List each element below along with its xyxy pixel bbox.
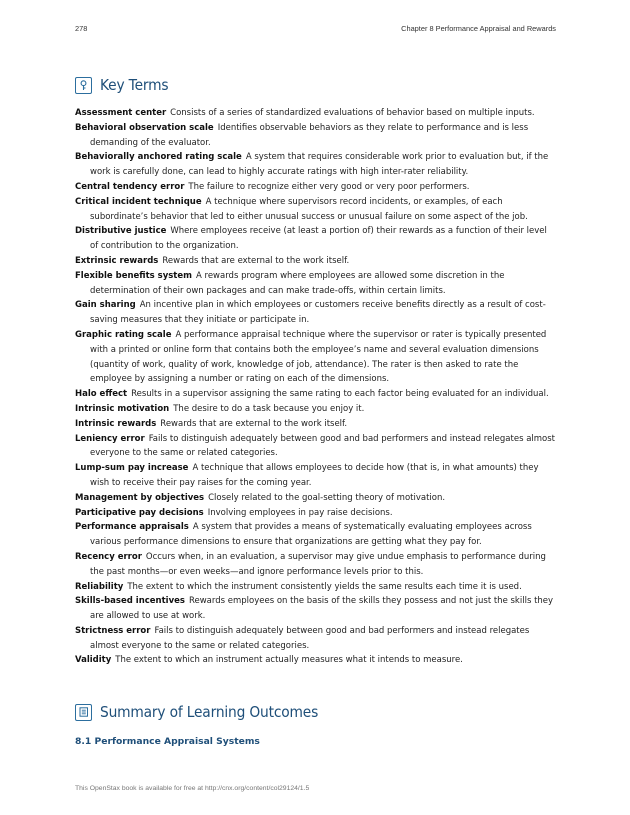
key-term-entry bbox=[75, 624, 557, 654]
key-term-label: Strictness error bbox=[75, 625, 151, 636]
key-term-definition: Rewards that are external to the work itself. bbox=[160, 418, 348, 429]
key-term-label: Halo effect bbox=[75, 389, 128, 400]
summary-heading bbox=[75, 703, 337, 721]
key-term-definition: A system that requires considerable work prior to evaluation but, if the work is carefully done, can lead to highly accurate ratings with high inter-rater reliability. bbox=[90, 152, 549, 178]
key-term-definition: A rewards program where employees are allowed some discretion in the determination of their own packages and can make trade-offs, within certain limits. bbox=[90, 270, 505, 296]
key-term-label: Behavioral observation scale bbox=[75, 122, 214, 133]
key-term-definition: A technique that allows employees to decide how (that is, in what amounts) they wish to receive their pay raises for the coming year. bbox=[90, 463, 539, 488]
key-term-entry bbox=[75, 491, 557, 506]
key-term-definition: A system that provides a means of systematically evaluating employees across various performance dimensions to ensure that organizations are getting what they pay for. bbox=[90, 522, 532, 548]
section-subheading: 8.1 Performance Appraisal Systems bbox=[75, 736, 260, 747]
key-term-label: Management by objectives bbox=[75, 492, 205, 503]
key-term-label: Graphic rating scale bbox=[75, 329, 172, 340]
key-term-entry bbox=[75, 594, 557, 624]
key-term-label: Intrinsic motivation bbox=[75, 403, 170, 414]
key-term-label: Performance appraisals bbox=[75, 522, 189, 533]
key-term-label: Central tendency error bbox=[75, 181, 185, 192]
key-term-entry bbox=[75, 150, 557, 180]
key-term-entry bbox=[75, 461, 557, 491]
chapter-running-head: Chapter 8 Performance Appraisal and Rewards bbox=[401, 24, 556, 33]
key-term-label: Leniency error bbox=[75, 433, 145, 444]
key-term-label: Distributive justice bbox=[75, 226, 167, 237]
key-term-entry bbox=[75, 580, 557, 595]
key-term-definition: A performance appraisal technique where the supervisor or rater is typically presented with a printed or online form that contains both the employee’s name and several evaluation dimensions (quantity of work, quality of work, knowledge of job, attendance). The rater is then asked to rate the employee by assigning a number or rating on each of the dimensions. bbox=[90, 329, 547, 385]
key-term-label: Validity bbox=[75, 655, 112, 666]
key-term-entry bbox=[75, 298, 557, 328]
key-term-label: Assessment center bbox=[75, 108, 167, 118]
key-term-label: Lump-sum pay increase bbox=[75, 463, 189, 474]
key-term-entry bbox=[75, 653, 557, 668]
key-term-entry bbox=[75, 195, 557, 225]
key-term-definition: Involving employees in pay raise decisions. bbox=[207, 507, 393, 518]
key-term-definition: Rewards employees on the basis of the skills they possess and not just the skills they are allowed to use at work. bbox=[90, 596, 554, 622]
key-term-definition: Closely related to the goal-setting theory of motivation. bbox=[208, 492, 446, 503]
key-term-label: Reliability bbox=[75, 581, 124, 592]
key-term-label: Extrinsic rewards bbox=[75, 255, 159, 266]
key-term-definition: Occurs when, in an evaluation, a supervisor may give undue emphasis to performance during the past months—or even weeks—and ignore performance levels prior to this. bbox=[90, 551, 546, 577]
key-term-entry bbox=[75, 328, 557, 387]
key-term-entry bbox=[75, 506, 557, 521]
summary-title: Summary of Learning Outcomes bbox=[100, 703, 319, 721]
key-term-label: Intrinsic rewards bbox=[75, 418, 157, 429]
key-terms-title: Key Terms bbox=[100, 76, 169, 94]
key-term-definition: The extent to which the instrument consistently yields the same results each time it is used. bbox=[127, 581, 522, 592]
key-term-entry bbox=[75, 106, 557, 121]
page-footer: This OpenStax book is available for free at http://cnx.org/content/col29124/1.5 bbox=[75, 785, 310, 792]
key-term-entry bbox=[75, 417, 557, 432]
key-term-definition: Results in a supervisor assigning the same rating to each factor being evaluated for an individual. bbox=[131, 389, 549, 400]
key-icon bbox=[75, 77, 92, 94]
key-term-definition: Consists of a series of standardized evaluations of behavior based on multiple inputs. bbox=[170, 108, 535, 118]
key-term-label: Critical incident technique bbox=[75, 196, 202, 207]
key-term-entry bbox=[75, 121, 557, 151]
key-term-definition: The failure to recognize either very good or very poor performers. bbox=[188, 181, 470, 192]
key-term-label: Flexible benefits system bbox=[75, 270, 192, 281]
key-term-definition: The extent to which an instrument actually measures what it intends to measure. bbox=[115, 655, 463, 666]
key-term-entry bbox=[75, 520, 557, 550]
key-term-label: Participative pay decisions bbox=[75, 507, 204, 518]
key-term-definition: An incentive plan in which employees or customers receive benefits directly as a result of cost-saving measures that they initiate or participate in. bbox=[90, 300, 546, 326]
key-term-entry bbox=[75, 224, 557, 254]
key-term-label: Skills-based incentives bbox=[75, 596, 185, 607]
key-term-definition: The desire to do a task because you enjoy it. bbox=[173, 403, 365, 414]
key-term-entry bbox=[75, 402, 557, 417]
key-term-entry bbox=[75, 269, 557, 299]
key-term-entry bbox=[75, 387, 557, 402]
key-term-label: Gain sharing bbox=[75, 300, 136, 311]
key-term-entry bbox=[75, 254, 557, 269]
key-term-definition: Fails to distinguish adequately between good and bad performers and instead relegates almost everyone to the same or related categories. bbox=[90, 625, 530, 651]
key-terms-heading bbox=[75, 76, 174, 94]
key-term-definition: A technique where supervisors record incidents, or examples, of each subordinate’s behavior that led to either unusual success or unusual failure on some aspect of the job. bbox=[90, 196, 528, 222]
key-term-definition: Rewards that are external to the work itself. bbox=[162, 255, 350, 266]
page-number: 278 bbox=[75, 24, 88, 33]
summary-list-icon bbox=[75, 704, 92, 721]
key-terms-list bbox=[75, 106, 557, 668]
key-term-label: Recency error bbox=[75, 551, 142, 562]
key-term-entry bbox=[75, 550, 557, 580]
key-term-entry bbox=[75, 180, 557, 195]
key-term-label: Behaviorally anchored rating scale bbox=[75, 152, 242, 163]
key-term-definition: Where employees receive (at least a portion of) their rewards as a function of their level of contribution to the organization. bbox=[90, 226, 547, 252]
key-term-definition: Identifies observable behaviors as they relate to performance and is less demanding of the evaluator. bbox=[90, 122, 529, 148]
key-term-entry bbox=[75, 432, 557, 462]
key-term-definition: Fails to distinguish adequately between good and bad performers and instead relegates almost everyone to the same or related categories. bbox=[90, 433, 556, 459]
